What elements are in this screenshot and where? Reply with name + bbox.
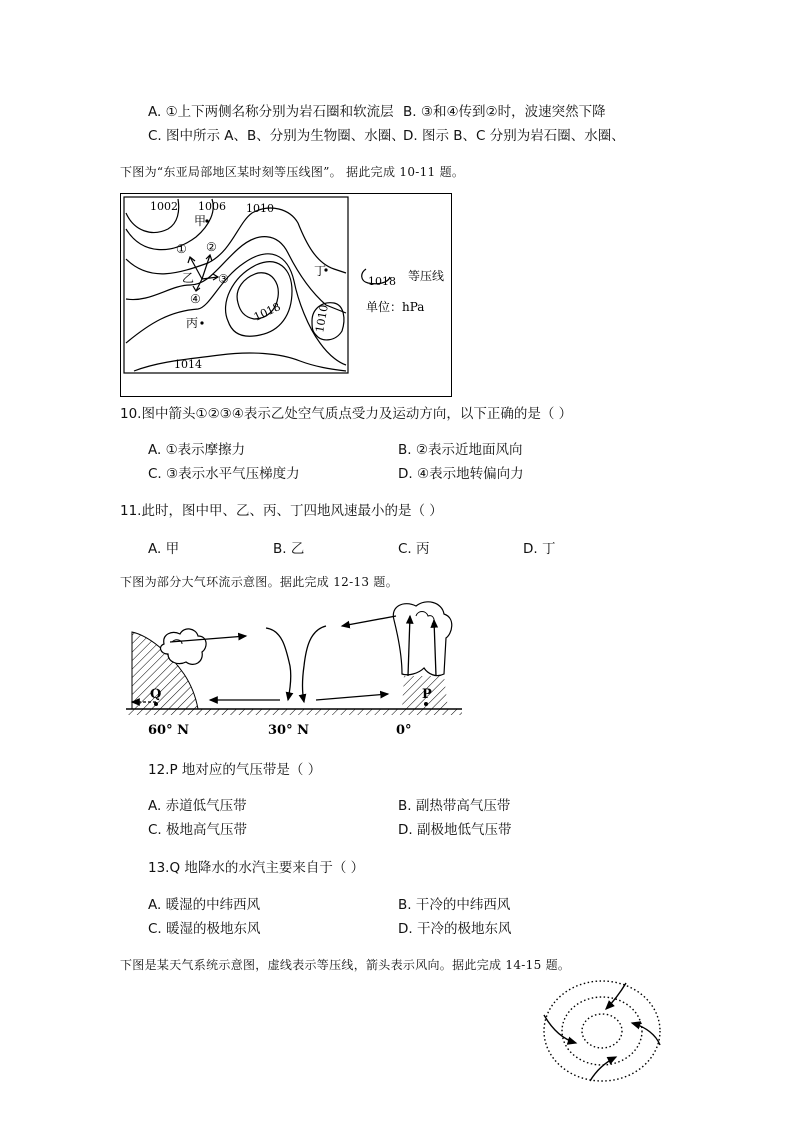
q9-option-d: D. 图示 B、C 分别为岩石圈、水圈、: [403, 128, 625, 144]
q13-stem: 13.Q 地降水的水汽主要来自于（ ）: [148, 860, 365, 876]
arrow-label-4: ④: [190, 292, 201, 306]
weather-system-svg: [540, 975, 664, 1085]
lat-60n: 60° N: [148, 723, 189, 738]
arrow-label-1: ①: [176, 242, 187, 256]
q11-option-c: C. 丙: [398, 541, 430, 557]
q10-stem: 10.图中箭头①②③④表示乙处空气质点受力及运动方向，以下正确的是（ ）: [120, 406, 573, 422]
arrow-label-2: ②: [206, 240, 217, 254]
isobar-map-figure: [120, 193, 452, 397]
q9-option-b: B. ③和④传到②时，波速突然下降: [403, 104, 606, 120]
q11-stem: 11.此时，图中甲、乙、丙、丁四地风速最小的是（ ）: [120, 503, 443, 519]
q12-option-d: D. 副极地低气压带: [398, 822, 512, 838]
intro-10-11: 下图为“东亚局部地区某时刻等压线图”。 据此完成 10-11 题。: [120, 165, 465, 179]
isobar-label-1006: 1006: [198, 200, 226, 213]
place-ding: 丁: [314, 264, 327, 278]
legend-isobar-label: 等压线: [408, 269, 445, 283]
legend-unit: 单位：hPa: [366, 300, 425, 314]
q12-stem: 12.P 地对应的气压带是（ ）: [148, 762, 322, 778]
q10-option-a: A. ①表示摩擦力: [148, 442, 246, 458]
lat-0: 0°: [396, 723, 412, 738]
circulation-figure: [120, 596, 470, 742]
circulation-svg: [120, 596, 470, 742]
isobar-label-1018-center: 1018: [251, 300, 283, 324]
intro-12-13: 下图为部分大气环流示意图。据此完成 12-13 题。: [120, 575, 399, 589]
place-yi: 乙: [182, 271, 195, 285]
q12-option-b: B. 副热带高气压带: [398, 798, 511, 814]
isobar-label-1002: 1002: [150, 200, 178, 213]
q10-option-c: C. ③表示水平气压梯度力: [148, 466, 300, 482]
isobar-map-svg: [120, 193, 452, 397]
isobar-label-1010-small: 1010: [313, 303, 331, 334]
q9-option-a: A. ①上下两侧名称分别为岩石圈和软流层: [148, 104, 394, 120]
q13-option-d: D. 干冷的极地东风: [398, 921, 512, 937]
weather-system-figure: [540, 975, 664, 1085]
point-q: Q: [150, 687, 162, 702]
lat-30n: 30° N: [268, 723, 309, 738]
place-jia: 甲: [194, 214, 207, 228]
place-bing: 丙: [186, 316, 199, 330]
q12-option-a: A. 赤道低气压带: [148, 798, 247, 814]
q10-option-b: B. ②表示近地面风向: [398, 442, 523, 458]
q11-option-b: B. 乙: [273, 541, 305, 557]
q9-option-c: C. 图中所示 A、B、分别为生物圈、水圈、: [148, 128, 405, 144]
q13-option-c: C. 暖湿的极地东风: [148, 921, 261, 937]
intro-14-15: 下图是某天气系统示意图，虚线表示等压线，箭头表示风向。据此完成 14-15 题。: [120, 958, 571, 972]
q10-option-d: D. ④表示地转偏向力: [398, 466, 524, 482]
legend-isobar-value: 1018: [368, 275, 396, 288]
isobar-label-1010-top: 1010: [246, 202, 274, 215]
isobar-label-1014: 1014: [174, 358, 202, 371]
q11-option-a: A. 甲: [148, 541, 180, 557]
point-p: P: [422, 687, 432, 702]
arrow-label-3: ③: [218, 272, 229, 286]
q12-option-c: C. 极地高气压带: [148, 822, 248, 838]
q11-option-d: D. 丁: [523, 541, 556, 557]
q13-option-b: B. 干冷的中纬西风: [398, 897, 511, 913]
q13-option-a: A. 暖湿的中纬西风: [148, 897, 261, 913]
